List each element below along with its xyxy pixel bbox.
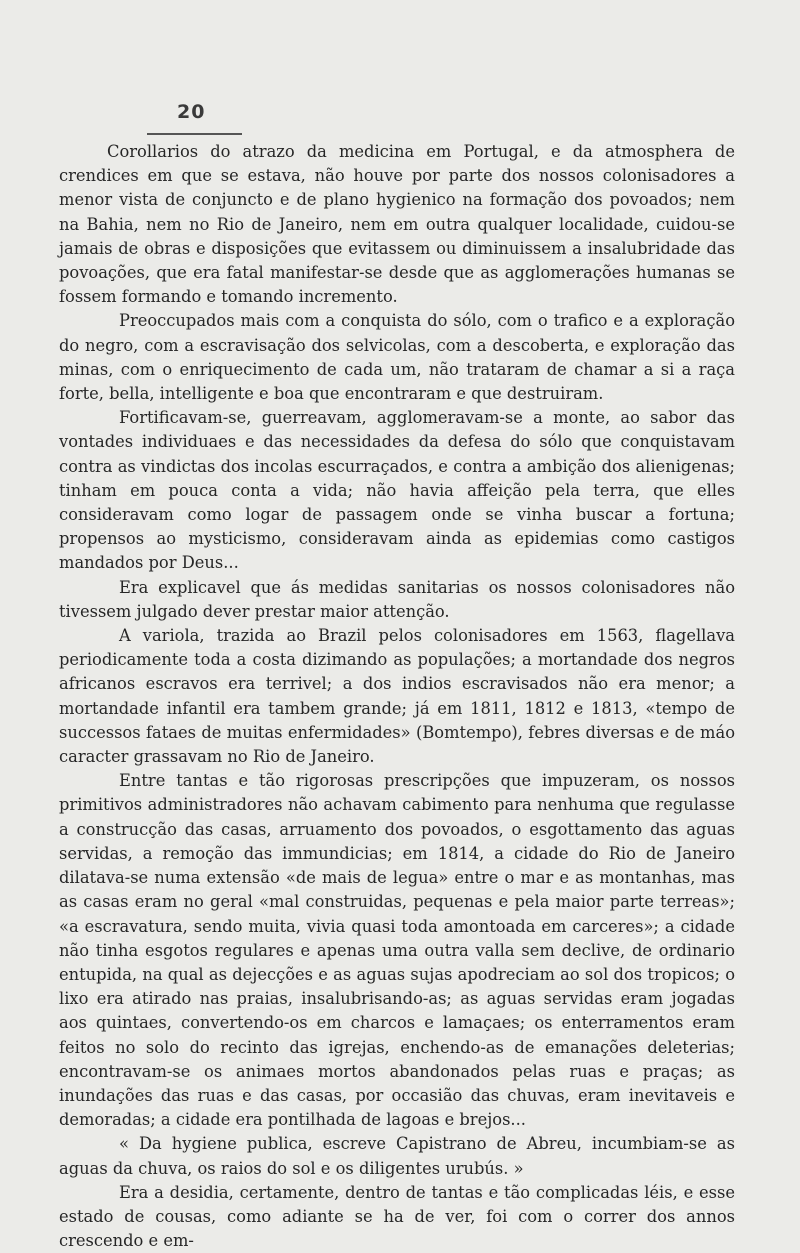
paragraph: Era a desidia, certamente, dentro de tantas e tão complicadas léis, e esse estado de cousas, como adiante se ha de ver, foi com o correr dos annos crescendo e em- [59,1182,735,1251]
paragraph: A variola, trazida ao Brazil pelos colonisadores em 1563, flagellava periodicamente toda a costa dizimando as populações; a mortandade dos negros africanos escravos era terrivel; a dos indios escravisados não era menor; a mortandade infantil era tambem grande; já em 1811, 1812 e 1813, «tempo de successos fataes de muitas enfermidades» (Bomtempo), febres diversas e de máo caracter grassavam no Rio de Janeiro. [59,626,735,767]
paragraph: Era explicavel que ás medidas sanitarias os nossos colonisadores não tivessem julgado dever prestar maior attenção. [59,577,735,621]
paragraph: Fortificavam-se, guerreavam, agglomeravam-se a monte, ao sabor das vontades individuaes e das necessidades da defesa do sólo que conquistavam contra as vindictas dos incolas escurraçados, e contra a ambição dos alienigenas; tinham em pouca conta a vida; não havia affeição pela terra, que elles consideravam como logar de passagem onde se vinha buscar a fortuna; propensos ao mysticismo, consideravam ainda as epidemias como castigos mandados por Deus... [59,408,735,573]
paragraph: Entre tantas e tão rigorosas prescripções que impuzeram, os nossos primitivos administradores não achavam cabimento para nenhuma que regulasse a construcção das casas, arruamento dos povoados, o esgottamento das aguas servidas, a remoção das immundicias; em 1814, a cidade do Rio de Janeiro dilatava-se numa extensão «de mais de legua» entre o mar e as montanhas, mas as casas eram no geral «mal construidas, pequenas e pela maior parte terreas»; «a escravatura, sendo muita, vivia quasi toda amontoada em carceres»; a cidade não tinha esgotos regulares e apenas uma outra valla sem declive, de ordinario entupida, na qual as dejecções e as aguas sujas apodreciam ao sol dos tropicos; o lixo era atirado nas praias, insalubrisando-as; as aguas servidas eram jogadas aos quintaes, convertendo-os em charcos e lamaçaes; os enterramentos eram feitos no solo do recinto das igrejas, enchendo-as de emanações deleterias; encontravam-se os animaes mortos abandonados pelas ruas e praças; as inundações das ruas e das casas, por occasião das chuvas, eram inevitaveis e demoradas; a cidade era pontilhada de lagoas e brejos... [59,771,735,1130]
paragraph: « Da hygiene publica, escreve Capistrano de Abreu, incumbiam-se as aguas da chuva, os raios do sol e os diligentes urubús. » [59,1134,735,1178]
page-number: 20 [177,101,206,123]
paragraph: Corollarios do atrazo da medicina em Portugal, e da atmosphera de crendices em que se estava, não houve por parte dos nossos colonisadores a menor vista de conjuncto e de plano hygienico na formação dos povoados; nem na Bahia, nem no Rio de Janeiro, nem em outra qualquer localidade, cuidou-se jamais de obras e disposições que evitassem ou diminuissem a insalubridade das povoações, que era fatal manifestar-se desde que as agglomerações humanas se fossem formando e tomando incremento. [59,142,735,307]
paragraph: Preoccupados mais com a conquista do sólo, com o trafico e a exploração do negro, com a escravisação dos selvicolas, com a descoberta, e exploração das minas, com o enriquecimento de cada um, não trataram de chamar a si a raça forte, bella, intelligente e boa que encontraram e que destruiram. [59,311,735,404]
header-rule [147,133,242,135]
body-text [59,140,735,1253]
